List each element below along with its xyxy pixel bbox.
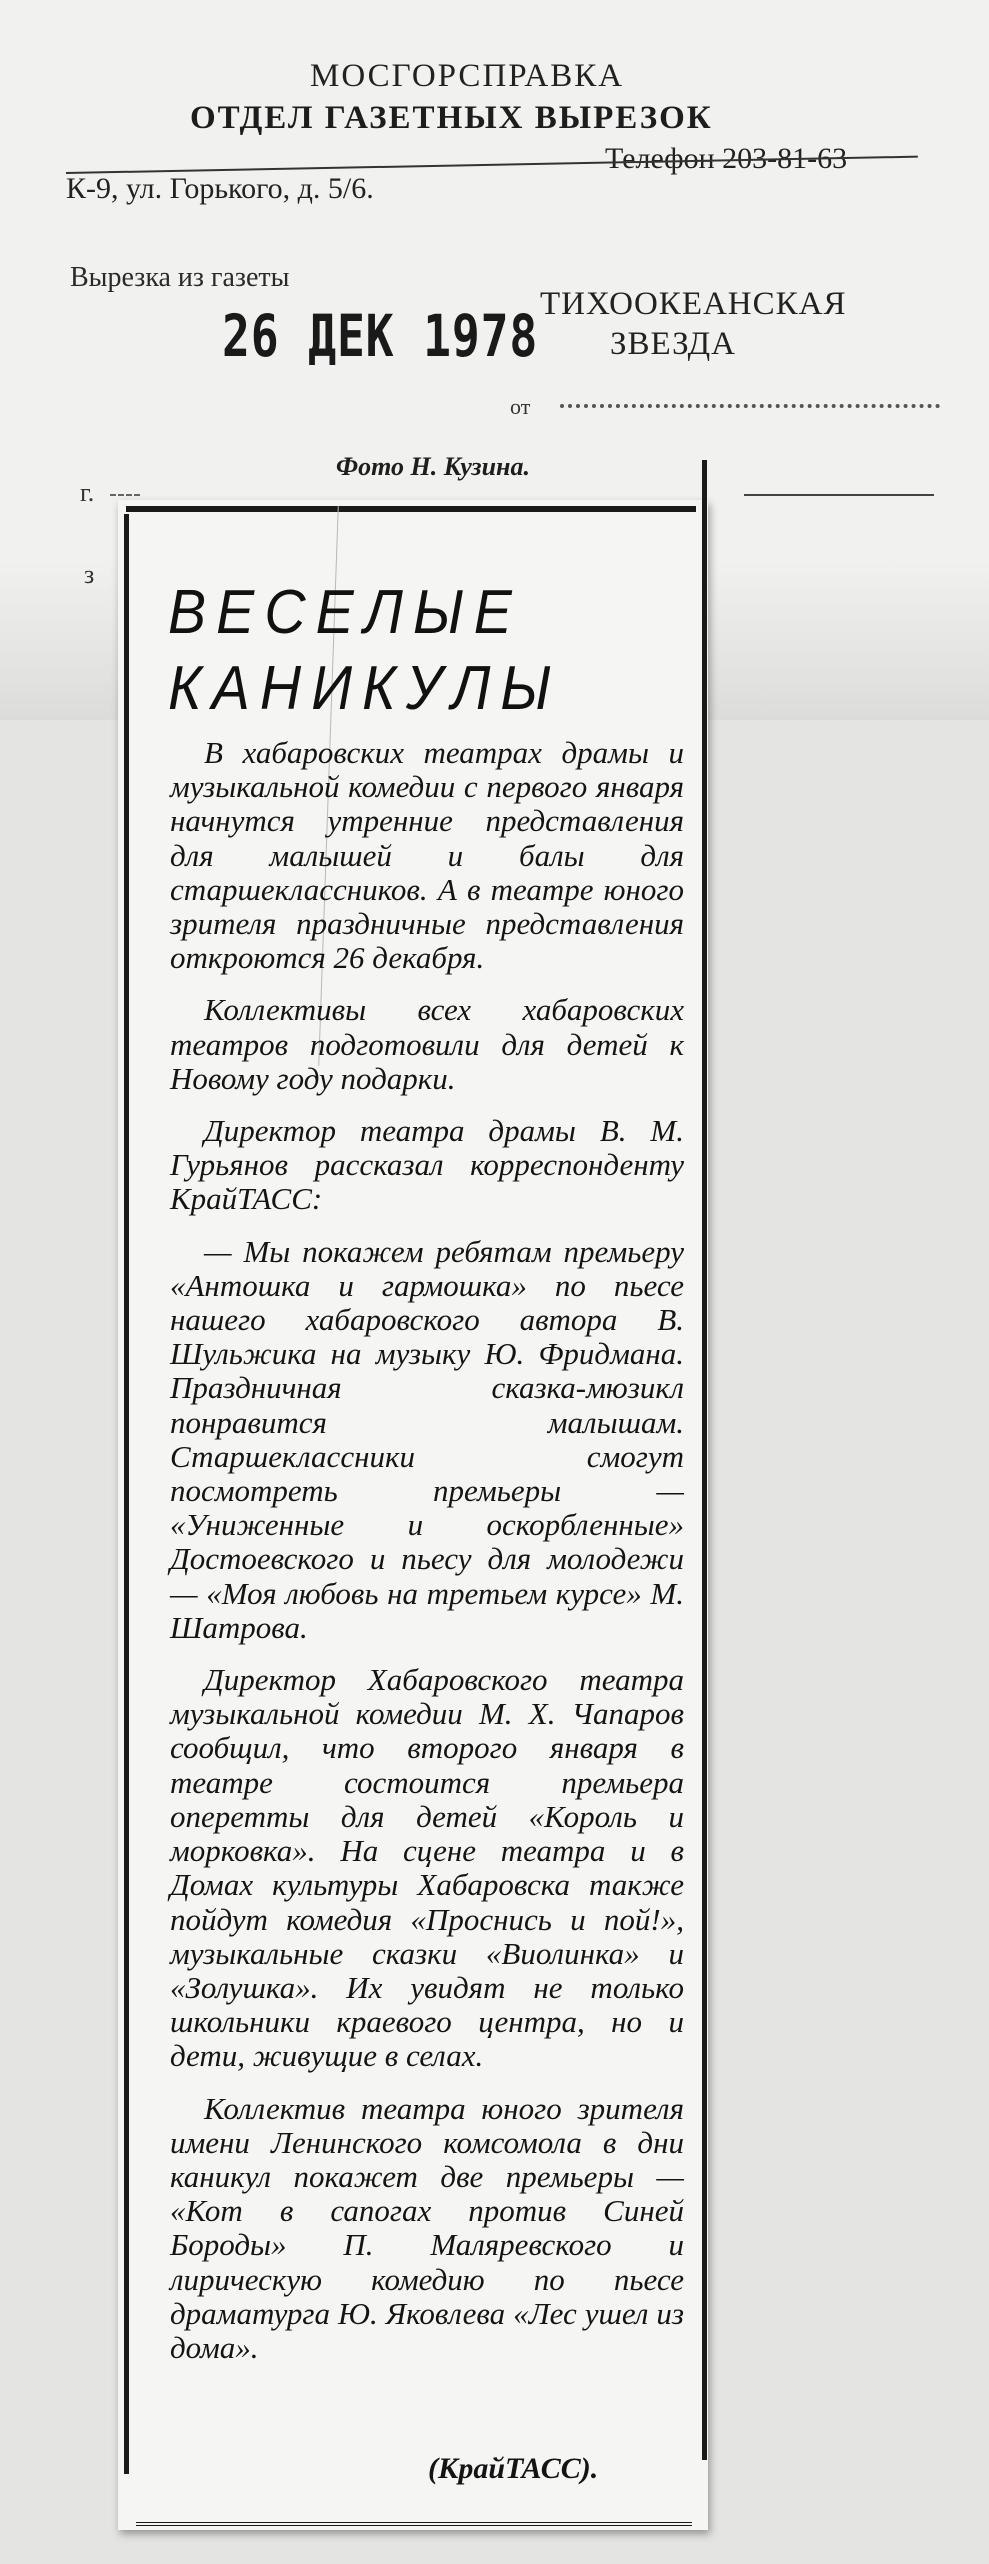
clipping-right-rule	[702, 460, 707, 2460]
agency-signature: (КрайТАСС).	[428, 2452, 599, 2485]
from-label: от	[510, 394, 531, 419]
phone-number: Телефон 203-81-63	[605, 142, 848, 175]
z-label: з	[84, 560, 95, 589]
headline-line-2: КАНИКУЛЫ	[168, 654, 562, 723]
article-paragraph: В хабаровских театрах драмы и музыкальной комедии с первого января начнутся утренние представления для малышей и балы для старшеклассников. А в театре юного зрителя праздничные представления откроются 26 декабря.	[170, 735, 684, 976]
newspaper-name-line2: ЗВЕЗДА	[610, 326, 736, 362]
photo-credit: Фото Н. Кузина.	[336, 452, 530, 481]
article-paragraph: Директор театра драмы В. М. Гурьянов рассказал корреспонденту КрайТАСС:	[170, 1113, 684, 1217]
organization-name: МОСГОРСПРАВКА	[310, 58, 625, 94]
clipping-left-rule	[124, 514, 129, 2474]
article-headline	[168, 575, 646, 727]
city-dash	[110, 494, 140, 496]
newspaper-name-line1: ТИХООКЕАНСКАЯ	[540, 286, 847, 322]
dotted-line	[560, 404, 940, 408]
newspaper-clipping	[118, 500, 708, 2530]
article-body	[170, 736, 684, 2383]
clipping-bottom-rule	[136, 2522, 692, 2526]
department-name: ОТДЕЛ ГАЗЕТНЫХ ВЫРЕЗОК	[190, 100, 713, 136]
headline-line-1: ВЕСЕЛЫЕ	[168, 578, 522, 647]
clipping-top-rule	[126, 506, 696, 512]
article-paragraph: Коллектив театра юного зрителя имени Ленинского комсомола в дни каникул покажет две премьеры — «Кот в сапогах против Синей Бороды» П. Маляревского и лирическую комедию по пьесе драматурга Ю. Яковлева «Лес ушел из дома».	[170, 2090, 684, 2365]
article-paragraph: Коллективы всех хабаровских театров подготовили для детей к Новому году подарки.	[170, 992, 684, 1096]
right-rule	[744, 494, 934, 496]
date-stamp: 26 ДЕК 1978	[222, 302, 539, 370]
city-label: г.	[80, 478, 95, 507]
article-paragraph: — Мы покажем ребятам премьеру «Антошка и гармошка» по пьесе нашего хабаровского автора В. Шульжика на музыку Ю. Фридмана. Праздничная сказка-мюзикл понравится малышам. Старшеклассники смогут посмотреть премьеры — «Униженные и оскорбленные» Достоевского и пьесу для молодежи — «Моя любовь на третьем курсе» М. Шатрова.	[170, 1233, 684, 1645]
address-line: К-9, ул. Горького, д. 5/6.	[66, 172, 374, 205]
cut-from-label: Вырезка из газеты	[70, 262, 290, 293]
article-paragraph: Директор Хабаровского театра музыкальной комедии М. Х. Чапаров сообщил, что второго января в театре состоится премьера оперетты для детей «Король и морковка». На сцене театра и в Домах культуры Хабаровска также пойдут комедия «Проснись и пой!», музыкальные сказки «Виолинка» и «Золушка». Их увидят не только школьники краевого центра, но и дети, живущие в селах.	[170, 1662, 684, 2074]
